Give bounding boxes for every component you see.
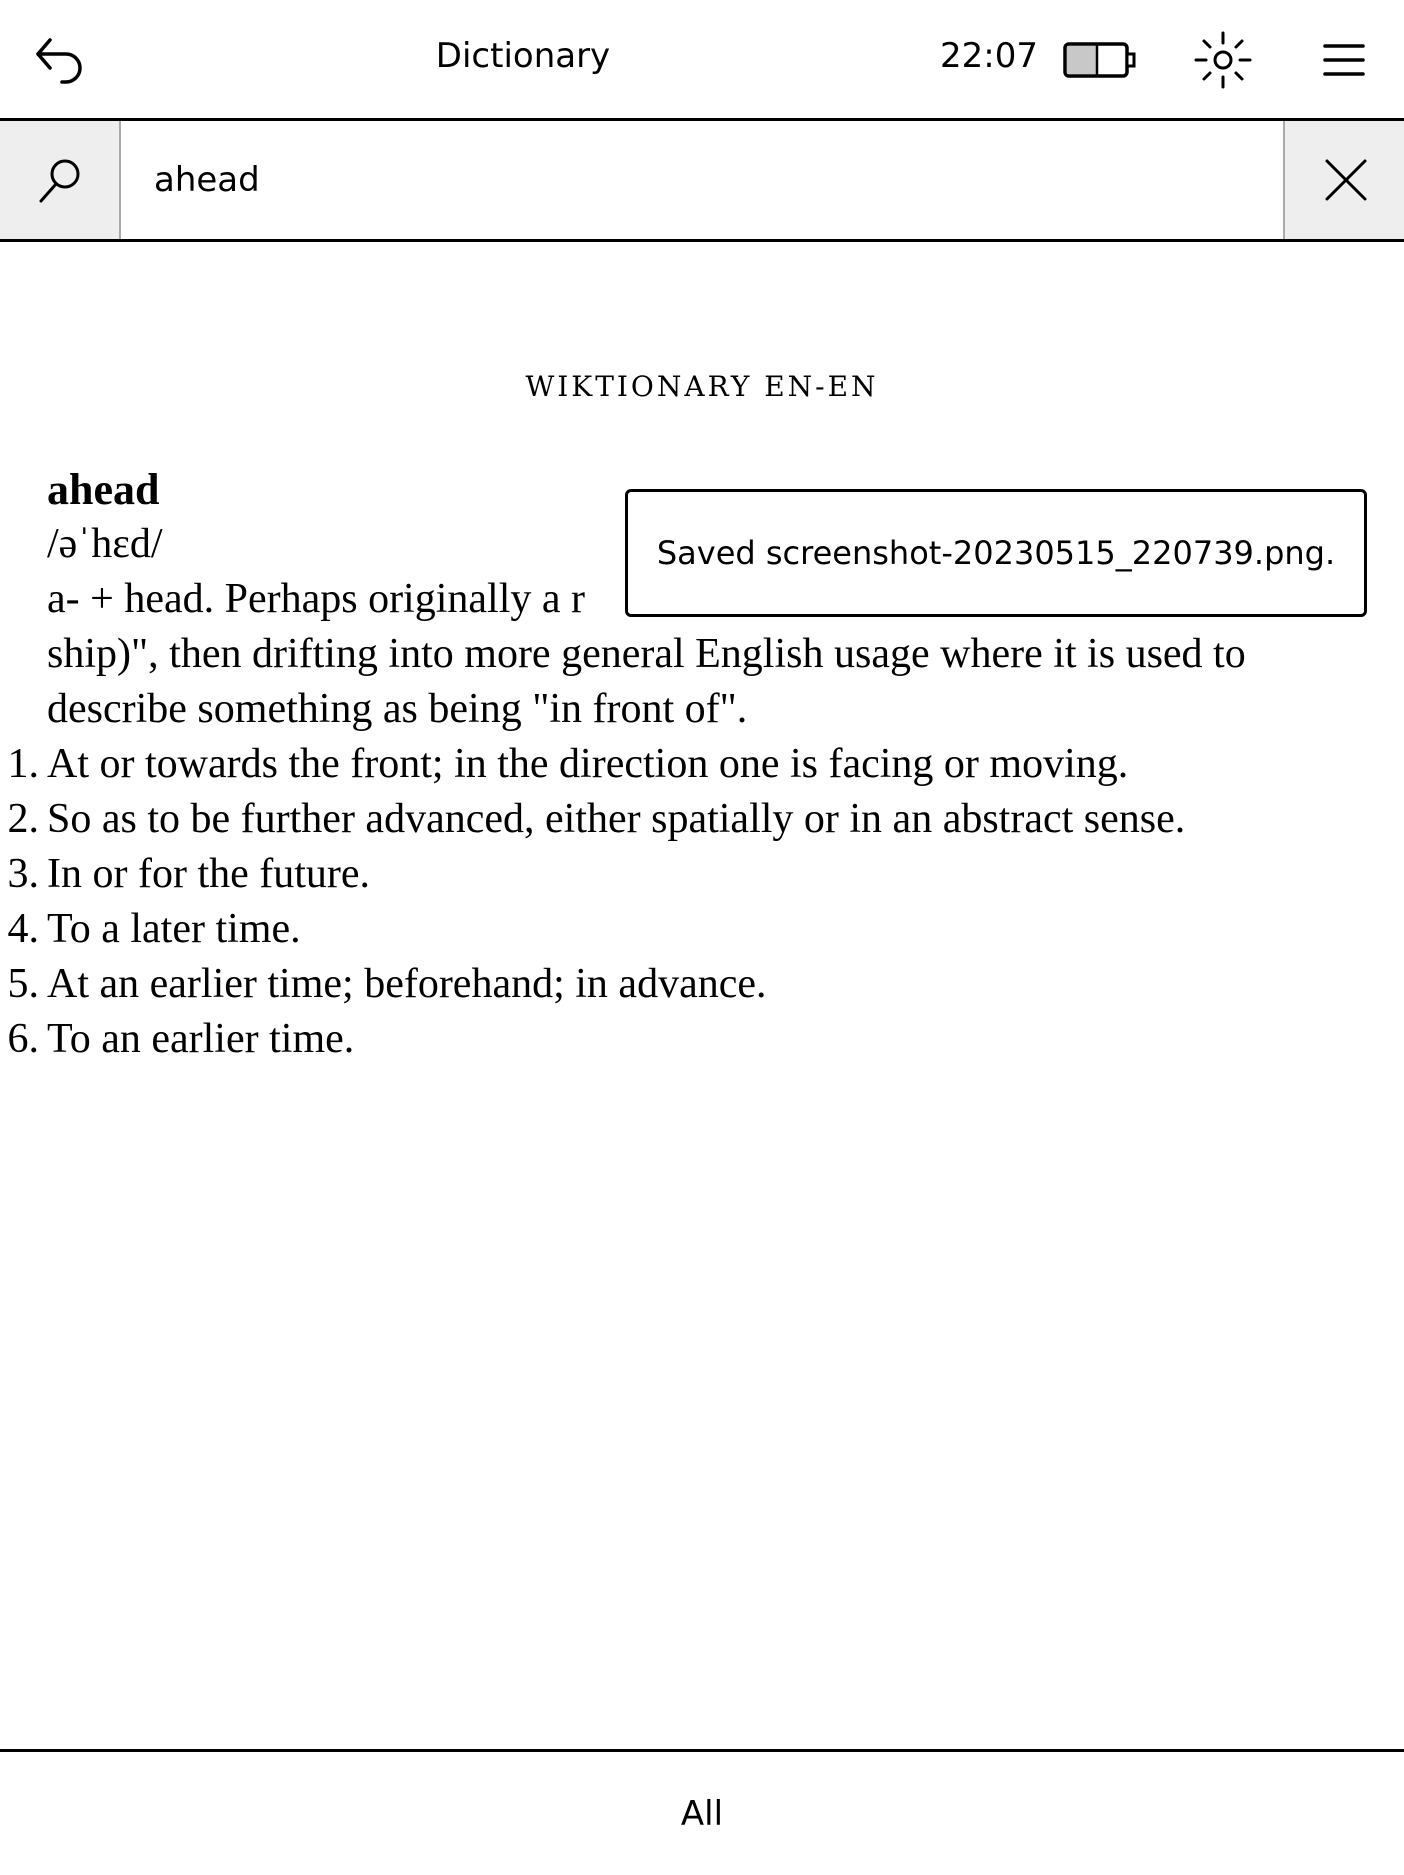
clock: 22:07	[940, 36, 1038, 76]
search-icon	[35, 155, 85, 205]
toast-notification[interactable]	[625, 489, 1367, 617]
headword: ahead	[47, 465, 160, 514]
etymology-line: a- + head. Perhaps originally a r	[47, 576, 586, 622]
definition-text: To an earlier time.	[47, 1016, 355, 1062]
battery-indicator	[1062, 38, 1142, 82]
definition-text: So as to be further advanced, either spatially or in an abstract sense.	[47, 796, 1186, 842]
definition-text: To a later time.	[47, 906, 301, 952]
definition-text: At an earlier time; beforehand; in advance.	[47, 961, 767, 1007]
pronunciation: /əˈhɛd/	[47, 521, 163, 567]
definition-item	[7, 957, 1367, 1012]
toast-message: Saved screenshot-20230515_220739.png.	[656, 534, 1336, 572]
definition-text: In or for the future.	[47, 851, 371, 897]
definition-item	[7, 902, 1367, 957]
dictionary-name: WIKTIONARY EN-EN	[525, 370, 879, 403]
definition-number: 6.	[7, 1016, 39, 1062]
definition-text: At or towards the front; in the direction one is facing or moving.	[47, 741, 1129, 787]
brightness-icon	[1192, 29, 1254, 91]
search-input[interactable]	[122, 121, 1282, 239]
definition-item	[7, 1012, 1367, 1067]
definition-number: 3.	[7, 851, 39, 897]
top-bar	[0, 0, 1404, 121]
clear-search-button[interactable]	[1283, 121, 1404, 239]
definition-item	[7, 847, 1367, 902]
etymology-line: ship)", then drifting into more general English usage where it is used to	[47, 631, 1246, 677]
definitions-list	[7, 737, 1367, 1067]
app-title: Dictionary	[435, 36, 611, 76]
definition-item	[7, 737, 1367, 792]
definition-number: 2.	[7, 796, 39, 842]
menu-icon	[1323, 43, 1365, 77]
definition-number: 4.	[7, 906, 39, 952]
menu-button[interactable]	[1316, 36, 1372, 84]
close-icon	[1323, 157, 1369, 203]
brightness-button[interactable]	[1190, 28, 1256, 92]
search-bar	[0, 121, 1404, 242]
definition-item	[7, 792, 1367, 847]
filter-all-button[interactable]: All	[680, 1794, 724, 1834]
definition-number: 1.	[7, 741, 39, 787]
definition-number: 5.	[7, 961, 39, 1007]
footer-bar	[0, 1749, 1404, 1875]
search-button[interactable]	[0, 121, 121, 239]
battery-icon	[1063, 40, 1141, 80]
etymology-line: describe something as being "in front of".	[47, 686, 748, 732]
